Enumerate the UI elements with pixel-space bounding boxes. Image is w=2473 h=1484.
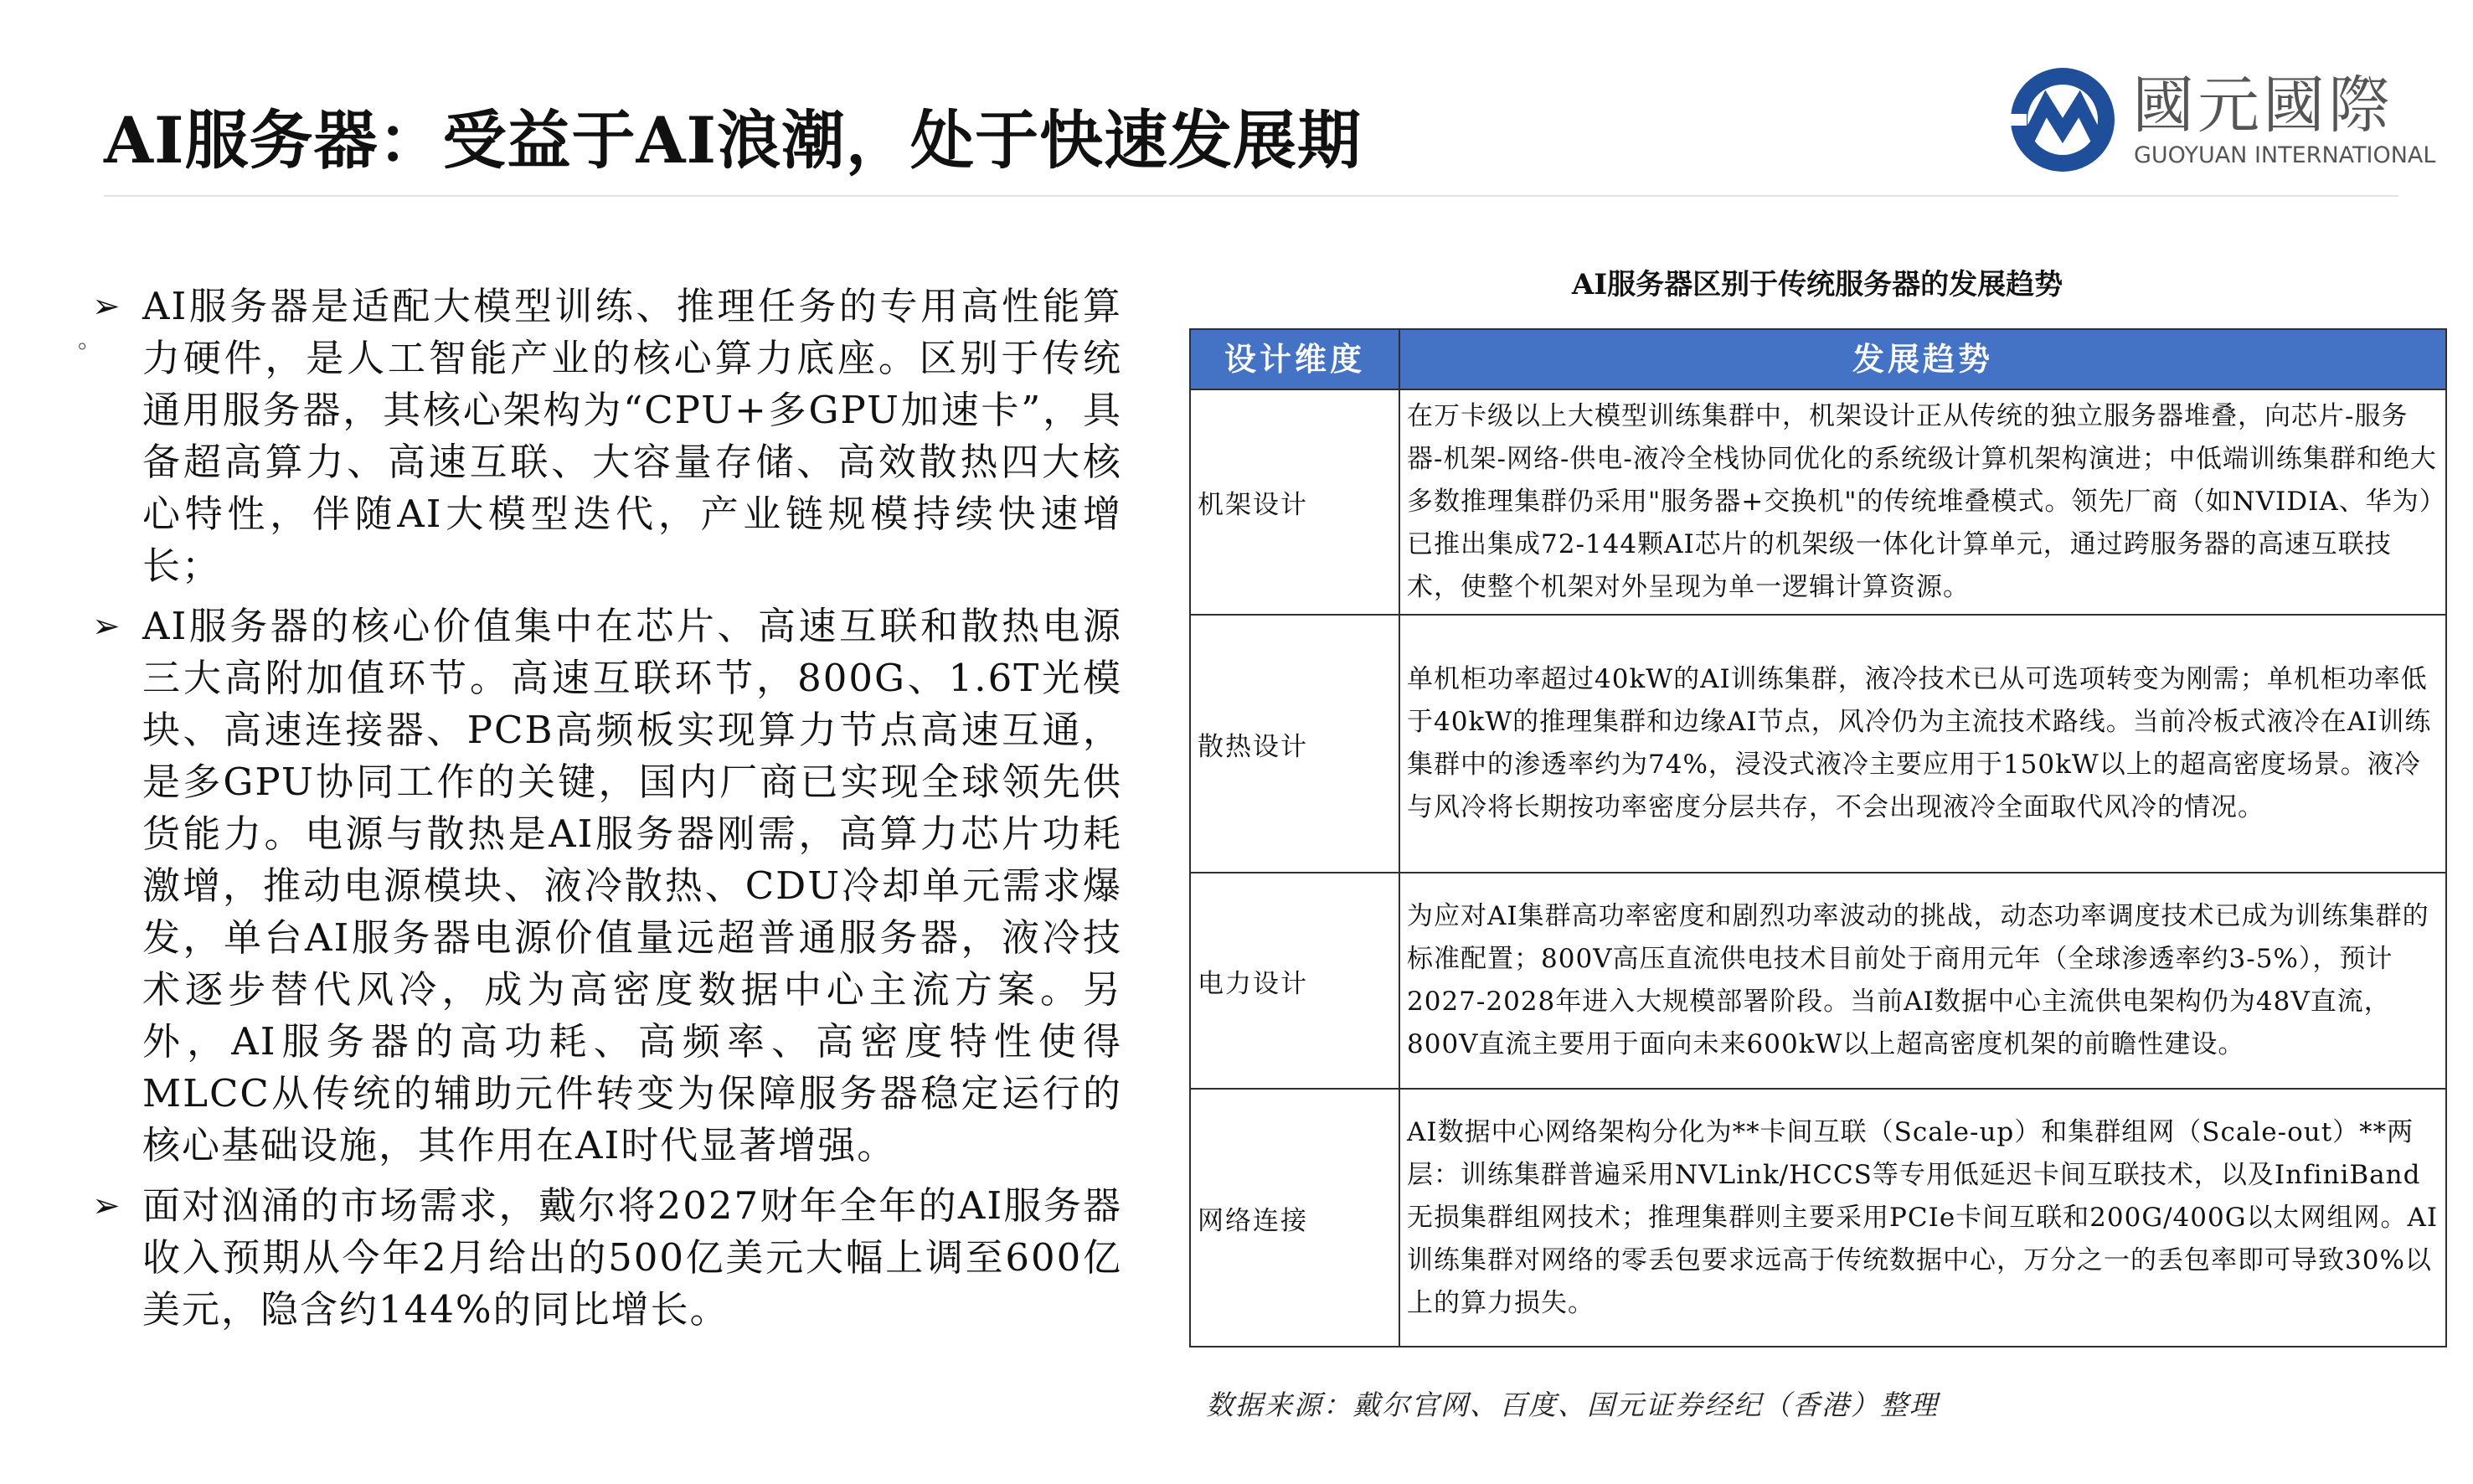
table-caption: AI服务器区别于传统服务器的发展趋势 bbox=[1571, 268, 2063, 301]
arrow-bullet-icon: ➢ bbox=[92, 287, 121, 326]
row-trend: AI数据中心网络架构分化为**卡间互联（Scale-up）和集群组网（Scale-out）**两层：训练集群普遍采用NVLink/HCCS等专用低延迟卡间互联技术，以及InfiniBand无损集群组网技术；推理集群则主要采用PCIe卡间互联和200G/400G以太网组网。AI训练集群对网络的零丢包要求远高于传统数据中心，万分之一的丢包率即可导致30%以上的算力损失。 bbox=[1399, 1089, 2446, 1347]
arrow-bullet-icon: ➢ bbox=[92, 1187, 121, 1225]
row-dimension: 散热设计 bbox=[1190, 615, 1399, 873]
arrow-bullet-icon: ➢ bbox=[92, 607, 121, 646]
column-header-dimension: 设计维度 bbox=[1190, 329, 1399, 389]
column-header-trend: 发展趋势 bbox=[1399, 329, 2446, 389]
logo-name-cn: 國元國際 bbox=[2132, 70, 2393, 142]
table-row bbox=[1190, 389, 2446, 615]
data-source-note: 数据来源：戴尔官网、百度、国元证券经纪（香港）整理 bbox=[1206, 1389, 1939, 1421]
bullet-item bbox=[92, 281, 1122, 592]
bullet-list bbox=[92, 281, 1122, 1344]
row-dimension: 网络连接 bbox=[1190, 1089, 1399, 1347]
page-title: AI服务器：受益于AI浪潮，处于快速发展期 bbox=[104, 103, 1363, 178]
bullet-item bbox=[92, 1180, 1122, 1336]
guoyuan-logo-icon bbox=[2008, 65, 2117, 174]
title-divider bbox=[104, 195, 2398, 197]
row-dimension: 机架设计 bbox=[1190, 389, 1399, 615]
row-dimension: 电力设计 bbox=[1190, 873, 1399, 1089]
table-row bbox=[1190, 615, 2446, 873]
row-trend: 为应对AI集群高功率密度和剧烈功率波动的挑战，动态功率调度技术已成为训练集群的标准配置；800V高压直流供电技术目前处于商用元年（全球渗透率约3-5%），预计2027-2028年进入大规模部署阶段。当前AI数据中心主流供电架构仍为48V直流，800V直流主要用于面向未来600kW以上超高密度机架的前瞻性建设。 bbox=[1399, 873, 2446, 1089]
logo-name-en: GUOYUAN INTERNATIONAL bbox=[2134, 142, 2436, 168]
bullet-item bbox=[92, 600, 1122, 1172]
company-logo bbox=[2008, 65, 2436, 174]
row-trend: 在万卡级以上大模型训练集群中，机架设计正从传统的独立服务器堆叠，向芯片-服务器-机架-网络-供电-液冷全栈协同优化的系统级计算机架构演进；中低端训练集群和绝大多数推理集群仍采用"服务器+交换机"的传统堆叠模式。领先厂商（如NVIDIA、华为）已推出集成72-144颗AI芯片的机架级一体化计算单元，通过跨服务器的高速互联技术，使整个机架对外呈现为单一逻辑计算资源。 bbox=[1399, 389, 2446, 615]
bullet-text: 面对汹涌的市场需求，戴尔将2027财年全年的AI服务器收入预期从今年2月给出的500亿美元大幅上调至600亿美元，隐含约144%的同比增长。 bbox=[142, 1183, 1122, 1332]
bullet-text: AI服务器的核心价值集中在芯片、高速互联和散热电源三大高附加值环节。高速互联环节，800G、1.6T光模块、高速连接器、PCB高频板实现算力节点高速互通，是多GPU协同工作的关键，国内厂商已实现全球领先供货能力。电源与散热是AI服务器刚需，高算力芯片功耗激增，推动电源模块、液冷散热、CDU冷却单元需求爆发，单台AI服务器电源价值量远超普通服务器，液冷技术逐步替代风冷，成为高密度数据中心主流方案。另外，AI服务器的高功耗、高频率、高密度特性使得MLCC从传统的辅助元件转变为保障服务器稳定运行的核心基础设施，其作用在AI时代显著增强。 bbox=[142, 604, 1122, 1167]
bullet-text: AI服务器是适配大模型训练、推理任务的专用高性能算力硬件，是人工智能产业的核心算力底座。区别于传统通用服务器，其核心架构为“CPU+多GPU加速卡”，具备超高算力、高速互联、大容量存储、高效散热四大核心特性，伴随AI大模型迭代，产业链规模持续快速增长； bbox=[142, 284, 1122, 588]
stray-mark: 。 bbox=[78, 326, 102, 353]
trend-table bbox=[1189, 328, 2447, 1347]
row-trend: 单机柜功率超过40kW的AI训练集群，液冷技术已从可选项转变为刚需；单机柜功率低于40kW的推理集群和边缘AI节点，风冷仍为主流技术路线。当前冷板式液冷在AI训练集群中的渗透率约为74%，浸没式液冷主要应用于150kW以上的超高密度场景。液冷与风冷将长期按功率密度分层共存，不会出现液冷全面取代风冷的情况。 bbox=[1399, 615, 2446, 873]
table-row bbox=[1190, 1089, 2446, 1347]
table-header-row bbox=[1190, 329, 2446, 389]
table-row bbox=[1190, 873, 2446, 1089]
